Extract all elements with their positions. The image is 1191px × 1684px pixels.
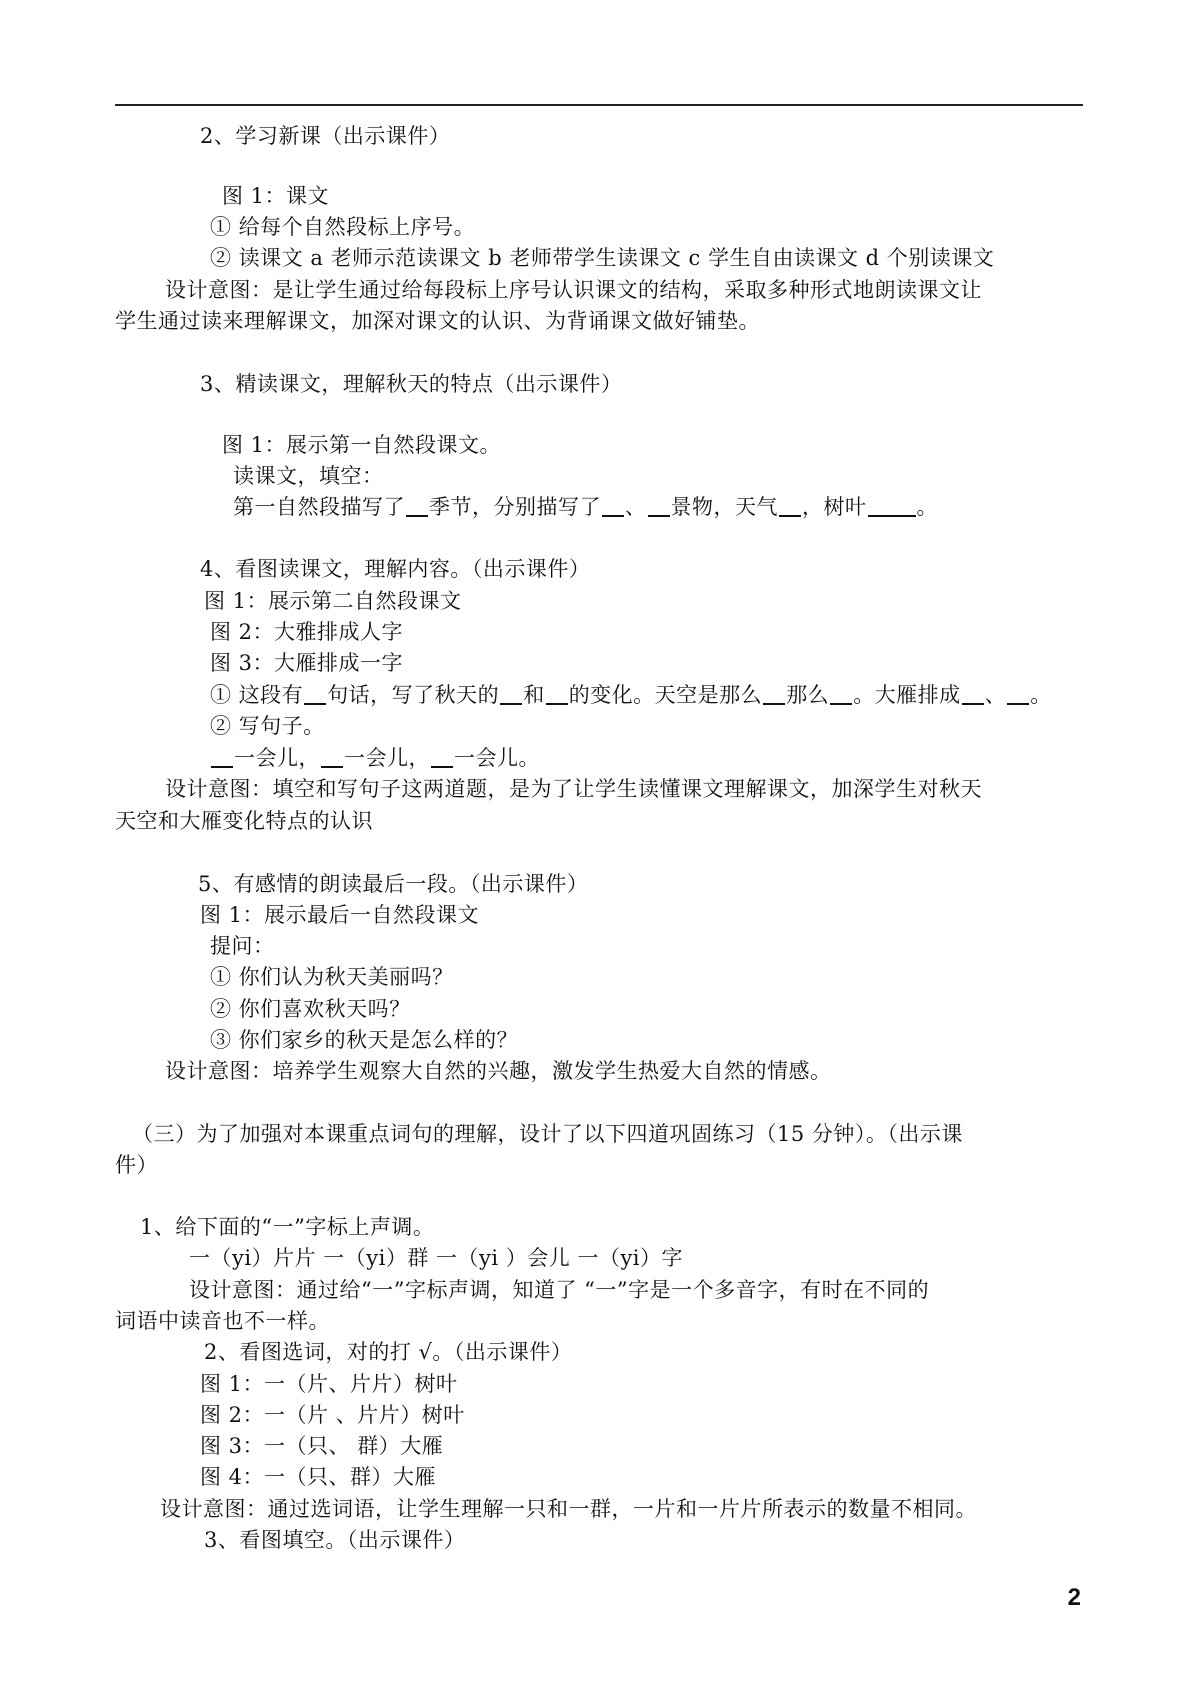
header-rule <box>115 104 1083 106</box>
fill-blank <box>763 702 785 705</box>
fill-text: 的变化。天空是那么 <box>568 683 763 707</box>
exercise-1-intent-line-1: 设计意图：通过给“一”字标声调，知道了 “一”字是一个多音字，有时在不同的 <box>189 1278 930 1302</box>
fill-text: 一会儿。 <box>454 746 540 770</box>
fill-text: 。大雁排成 <box>853 683 961 707</box>
section-5-ask: 提问： <box>210 934 275 958</box>
section-5-question-3: ③ 你们家乡的秋天是怎么样的？ <box>210 1028 519 1052</box>
fill-blank <box>431 765 453 768</box>
fill-blank <box>406 514 428 517</box>
section-5-question-2: ② 你们喜欢秋天吗？ <box>210 997 411 1021</box>
fill-blank <box>962 702 984 705</box>
fill-blank <box>321 765 343 768</box>
fill-blank <box>500 702 522 705</box>
part-3-line-2: 件） <box>115 1153 158 1177</box>
fill-text: 句话，写了秋天的 <box>327 683 500 707</box>
exercise-2-heading: 2、看图选词，对的打 √。（出示课件） <box>204 1340 573 1364</box>
fill-text: 一会儿， <box>344 746 430 770</box>
fill-text: 那么 <box>786 683 830 707</box>
fill-blank <box>602 514 624 517</box>
section-2-figure-1: 图 1：课文 <box>222 184 330 208</box>
fill-blank <box>830 702 852 705</box>
fill-text: 第一自然段描写了 <box>233 495 405 519</box>
section-4-figure-2: 图 2：大雅排成人字 <box>210 620 404 644</box>
fill-blank <box>304 702 326 705</box>
section-4-heading: 4、看图读课文，理解内容。（出示课件） <box>200 557 591 581</box>
exercise-2-figure-3: 图 3：一（只、 群）大雁 <box>200 1434 444 1458</box>
section-3-prompt: 读课文，填空： <box>233 464 384 488</box>
section-3-heading: 3、精读课文，理解秋天的特点（出示课件） <box>200 372 623 396</box>
fill-text: 和 <box>523 683 545 707</box>
fill-text: 、 <box>984 683 1007 707</box>
fill-text: 季节，分别描写了 <box>429 495 601 519</box>
exercise-2-figure-4: 图 4：一（只、群）大雁 <box>200 1465 437 1489</box>
fill-text: ，树叶 <box>802 495 867 519</box>
fill-text: 、 <box>625 495 647 519</box>
section-3-fill-sentence <box>233 493 938 521</box>
fill-text: 一会儿， <box>234 746 320 770</box>
exercise-3-heading: 3、看图填空。（出示课件） <box>204 1528 466 1552</box>
section-4-question-1 <box>210 681 1052 709</box>
section-2-item-1: ① 给每个自然段标上序号。 <box>210 215 476 239</box>
section-5-heading: 5、有感情的朗读最后一段。（出示课件） <box>198 872 589 896</box>
exercise-2-intent: 设计意图：通过选词语，让学生理解一只和一群，一片和一片片所表示的数量不相同。 <box>160 1497 977 1521</box>
section-4-sentence-line <box>210 744 540 772</box>
section-2-intent-line-2: 学生通过读来理解课文，加深对课文的认识、为背诵课文做好铺垫。 <box>115 309 760 333</box>
exercise-1-heading: 1、给下面的“一”字标上声调。 <box>140 1215 435 1239</box>
fill-text: 。 <box>916 495 938 519</box>
page-number: 2 <box>1067 1584 1081 1611</box>
part-3-line-1: （三）为了加强对本课重点词句的理解，设计了以下四道巩固练习（15 分钟）。（出示课 <box>132 1122 963 1146</box>
section-5-figure-1: 图 1：展示最后一自然段课文 <box>200 903 480 927</box>
fill-blank <box>648 514 670 517</box>
section-4-question-2: ② 写句子。 <box>210 714 325 738</box>
fill-blank <box>211 765 233 768</box>
section-4-intent-line-2: 天空和大雁变化特点的认识 <box>115 809 373 833</box>
section-3-figure-1: 图 1：展示第一自然段课文。 <box>222 433 502 457</box>
section-4-figure-3: 图 3：大雁排成一字 <box>210 651 404 675</box>
section-5-question-1: ① 你们认为秋天美丽吗？ <box>210 965 454 989</box>
exercise-2-figure-1: 图 1：一（片、片片）树叶 <box>200 1372 458 1396</box>
fill-text: 景物，天气 <box>670 495 778 519</box>
fill-text: ① 这段有 <box>210 683 304 707</box>
exercise-2-figure-2: 图 2：一（片 、片片）树叶 <box>200 1403 465 1427</box>
fill-blank <box>779 514 801 517</box>
fill-blank <box>1007 702 1029 705</box>
exercise-1-intent-line-2: 词语中读音也不一样。 <box>115 1309 330 1333</box>
fill-blank <box>868 514 916 517</box>
section-4-figure-1: 图 1：展示第二自然段课文 <box>204 589 462 613</box>
fill-blank <box>546 702 568 705</box>
section-2-heading: 2、学习新课（出示课件） <box>200 124 451 148</box>
section-5-intent: 设计意图：培养学生观察大自然的兴趣，激发学生热爱大自然的情感。 <box>165 1059 832 1083</box>
exercise-1-words: 一（yi）片片 一（yi）群 一（yi ）会儿 一（yi）字 <box>189 1246 684 1270</box>
section-2-intent-line-1: 设计意图：是让学生通过给每段标上序号认识课文的结构，采取多种形式地朗读课文让 <box>165 278 982 302</box>
section-4-intent-line-1: 设计意图：填空和写句子这两道题，是为了让学生读懂课文理解课文，加深学生对秋天 <box>165 777 982 801</box>
fill-text: 。 <box>1030 683 1052 707</box>
section-2-item-2: ② 读课文 a 老师示范读课文 b 老师带学生读课文 c 学生自由读课文 d 个别读课文 <box>210 246 995 270</box>
